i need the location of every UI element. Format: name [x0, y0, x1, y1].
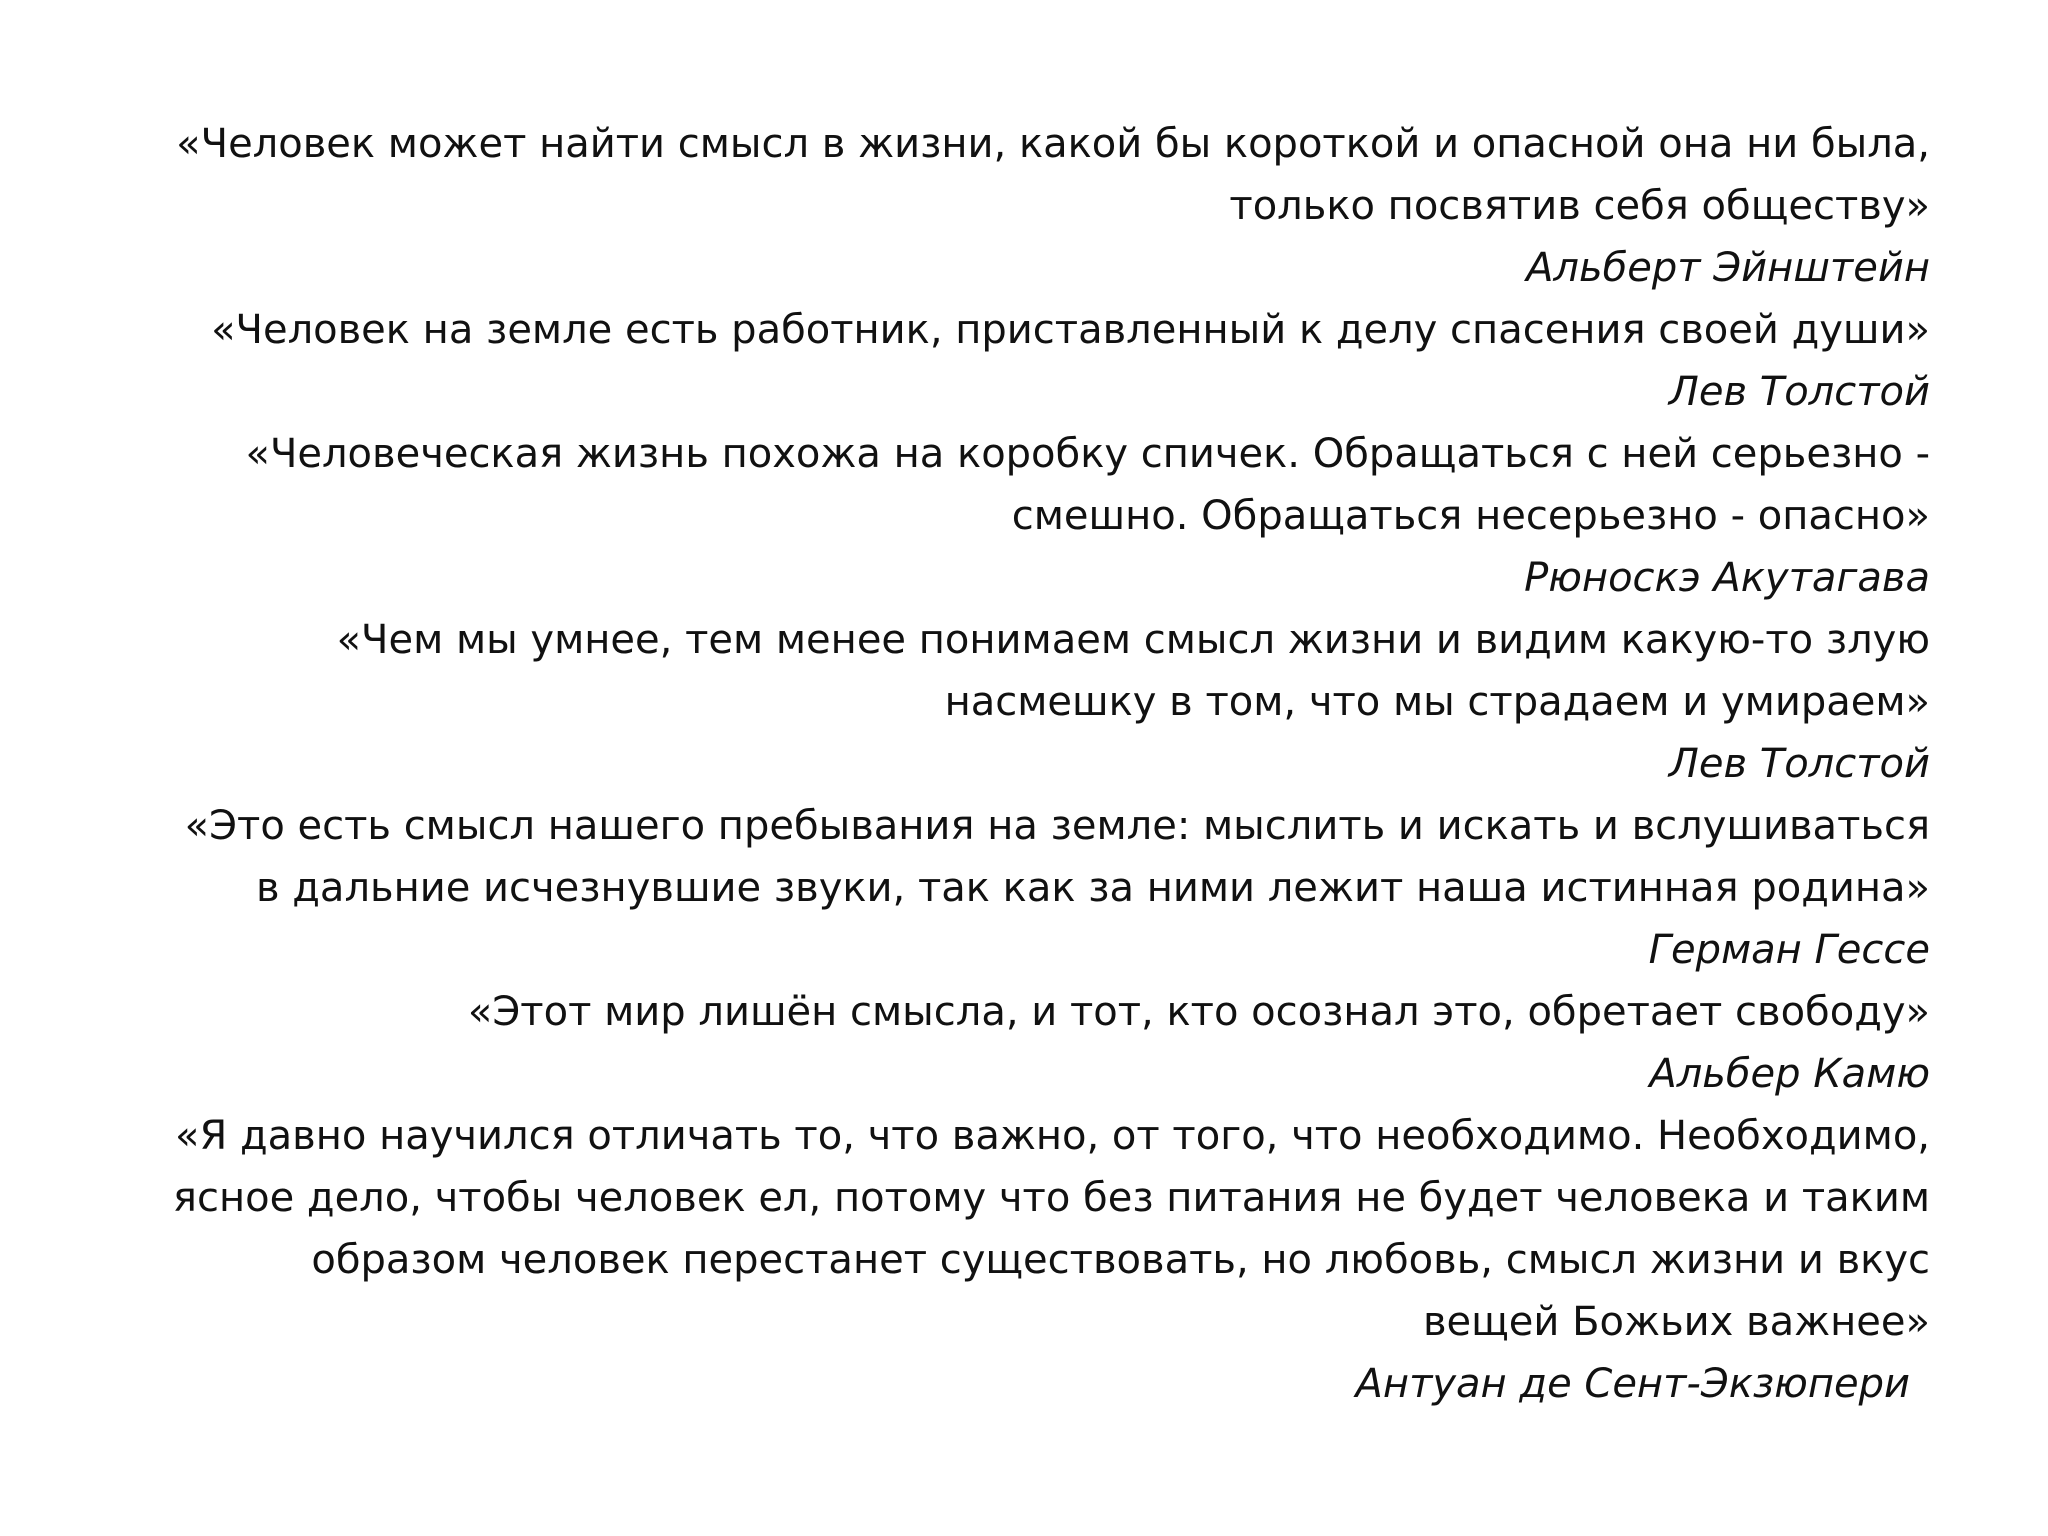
- quote-4-line-1: «Чем мы умнее, тем менее понимаем смысл жизни и видим какую-то злую: [336, 617, 1930, 663]
- quote-3-line-2: смешно. Обращаться несерьезно - опасно»: [1011, 493, 1930, 539]
- quote-7-line-3: образом человек перестанет существовать, но любовь, смысл жизни и вкус: [311, 1237, 1930, 1283]
- quote-7-line-1: «Я давно научился отличать то, что важно, от того, что необходимо. Необходимо,: [175, 1113, 1930, 1159]
- quotes-block: [120, 113, 1930, 1415]
- quote-6-author: Альбер Камю: [1649, 1051, 1930, 1097]
- quote-6-line-1: «Этот мир лишён смысла, и тот, кто осознал это, обретает свободу»: [467, 989, 1930, 1035]
- quote-5-line-2: в дальние исчезнувшие звуки, так как за ними лежит наша истинная родина»: [255, 865, 1930, 911]
- quote-7-line-4: вещей Божьих важнее»: [1422, 1299, 1930, 1345]
- quote-2-author: Лев Толстой: [1668, 369, 1930, 415]
- quote-5-line-1: «Это есть смысл нашего пребывания на земле: мыслить и искать и вслушиваться: [184, 803, 1930, 849]
- quote-1-line-1: «Человек может найти смысл в жизни, какой бы короткой и опасной она ни была,: [176, 121, 1930, 167]
- quote-2-line-1: «Человек на земле есть работник, приставленный к делу спасения своей души»: [211, 307, 1930, 353]
- quote-1-line-2: только посвятив себя обществу»: [1229, 183, 1930, 229]
- quote-5-author: Герман Гессе: [1648, 927, 1930, 973]
- quote-4-line-2: насмешку в том, что мы страдаем и умираем»: [944, 679, 1930, 725]
- quote-3-author: Рюноскэ Акутагава: [1524, 555, 1930, 601]
- quote-7-author: Антуан де Сент-Экзюпери: [1355, 1361, 1910, 1407]
- quote-3-line-1: «Человеческая жизнь похожа на коробку спичек. Обращаться с ней серьезно -: [245, 431, 1930, 477]
- quote-4-author: Лев Толстой: [1668, 741, 1930, 787]
- quote-7-line-2: ясное дело, чтобы человек ел, потому что без питания не будет человека и таким: [172, 1175, 1930, 1221]
- quote-1-author: Альберт Эйнштейн: [1526, 245, 1930, 291]
